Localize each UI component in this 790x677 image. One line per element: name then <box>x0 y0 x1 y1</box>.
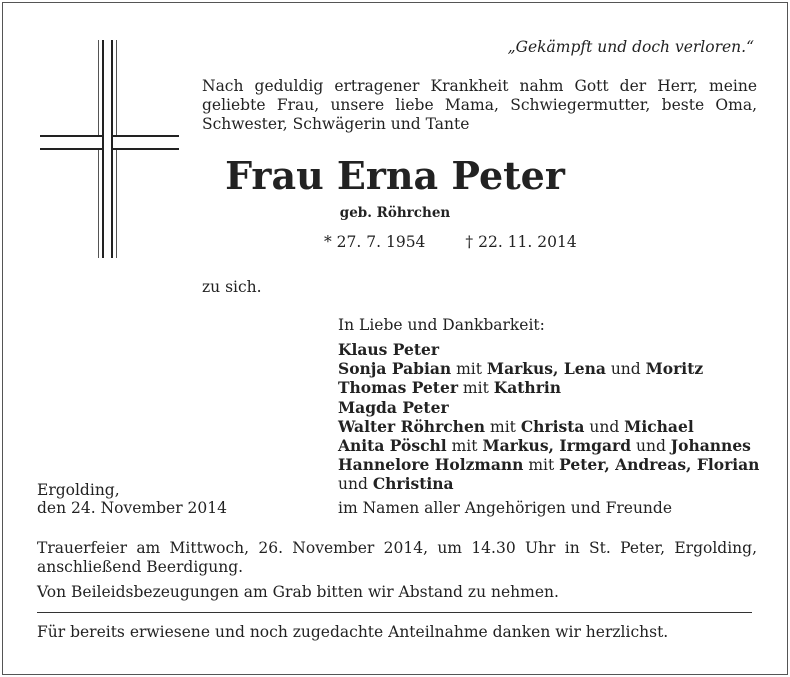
family-name: Markus, Irmgard <box>482 435 632 455</box>
family-name: Sonja Pabian <box>338 359 452 379</box>
family-name: Christina <box>372 474 454 494</box>
intro-text: Nach geduldig ertragener Krankheit nahm Gott der Herr, meine geliebte Frau, unsere liebe Mama, Schwiegermutter, beste Oma, Schwester, Schwägerin und Tante <box>202 77 757 133</box>
motto: „Gekämpft und doch verloren.“ <box>507 38 754 56</box>
family-member-row <box>338 417 758 436</box>
birth-name: geb. Röhrchen <box>339 205 451 221</box>
family-name: Hannelore Holzmann <box>338 455 524 475</box>
family-member-row <box>338 340 758 359</box>
family-member-row <box>338 474 758 493</box>
closing-text: zu sich. <box>202 278 262 296</box>
family-name: Klaus Peter <box>338 340 440 359</box>
family-name: Markus, Lena <box>486 359 606 379</box>
birth-date: * 27. 7. 1954 <box>324 233 426 251</box>
life-dates <box>324 233 577 252</box>
family-name: Johannes <box>670 435 751 455</box>
connector-text: und <box>605 360 646 379</box>
connector-text: mit <box>458 379 494 398</box>
connector-text: mit <box>523 456 560 475</box>
connector-text: und <box>584 417 625 436</box>
notice-date: den 24. November 2014 <box>37 499 227 517</box>
thanks-note: Für bereits erwiesene und noch zugedachte Anteilnahme danken wir herzlichst. <box>37 623 669 641</box>
family-member-row <box>338 436 758 455</box>
family-name: Moritz <box>645 359 704 379</box>
connector-text: mit <box>485 417 521 436</box>
family-intro: In Liebe und Dankbarkeit: <box>338 316 545 334</box>
service-info: Trauerfeier am Mittwoch, 26. November 2014, um 14.30 Uhr in St. Peter, Ergolding, anschließend Beerdigung. <box>37 539 757 576</box>
family-name: Walter Röhrchen <box>338 416 486 436</box>
connector-text: mit <box>451 360 487 379</box>
death-date: † 22. 11. 2014 <box>465 233 577 251</box>
family-member-row <box>338 398 758 417</box>
family-member-row <box>338 378 758 397</box>
family-name: Magda Peter <box>338 397 449 417</box>
condolence-note: Von Beileidsbezeugungen am Grab bitten wir Abstand zu nehmen. <box>37 583 559 601</box>
family-member-row <box>338 455 758 474</box>
connector-text: und <box>631 436 671 455</box>
others-line: im Namen aller Angehörigen und Freunde <box>338 499 672 517</box>
family-name: Peter, Andreas, Florian <box>559 455 760 475</box>
place: Ergolding, <box>37 481 120 499</box>
divider <box>37 612 752 613</box>
family-name: Thomas Peter <box>338 378 458 398</box>
family-name: Kathrin <box>493 378 562 398</box>
deceased-name: Frau Erna Peter <box>225 153 565 198</box>
family-member-row <box>338 359 758 378</box>
connector-text: und <box>338 475 373 494</box>
family-name: Anita Pöschl <box>338 435 447 455</box>
family-name: Michael <box>624 416 694 436</box>
connector-text: mit <box>446 436 483 455</box>
family-name: Christa <box>520 416 585 436</box>
family-list <box>338 340 758 494</box>
